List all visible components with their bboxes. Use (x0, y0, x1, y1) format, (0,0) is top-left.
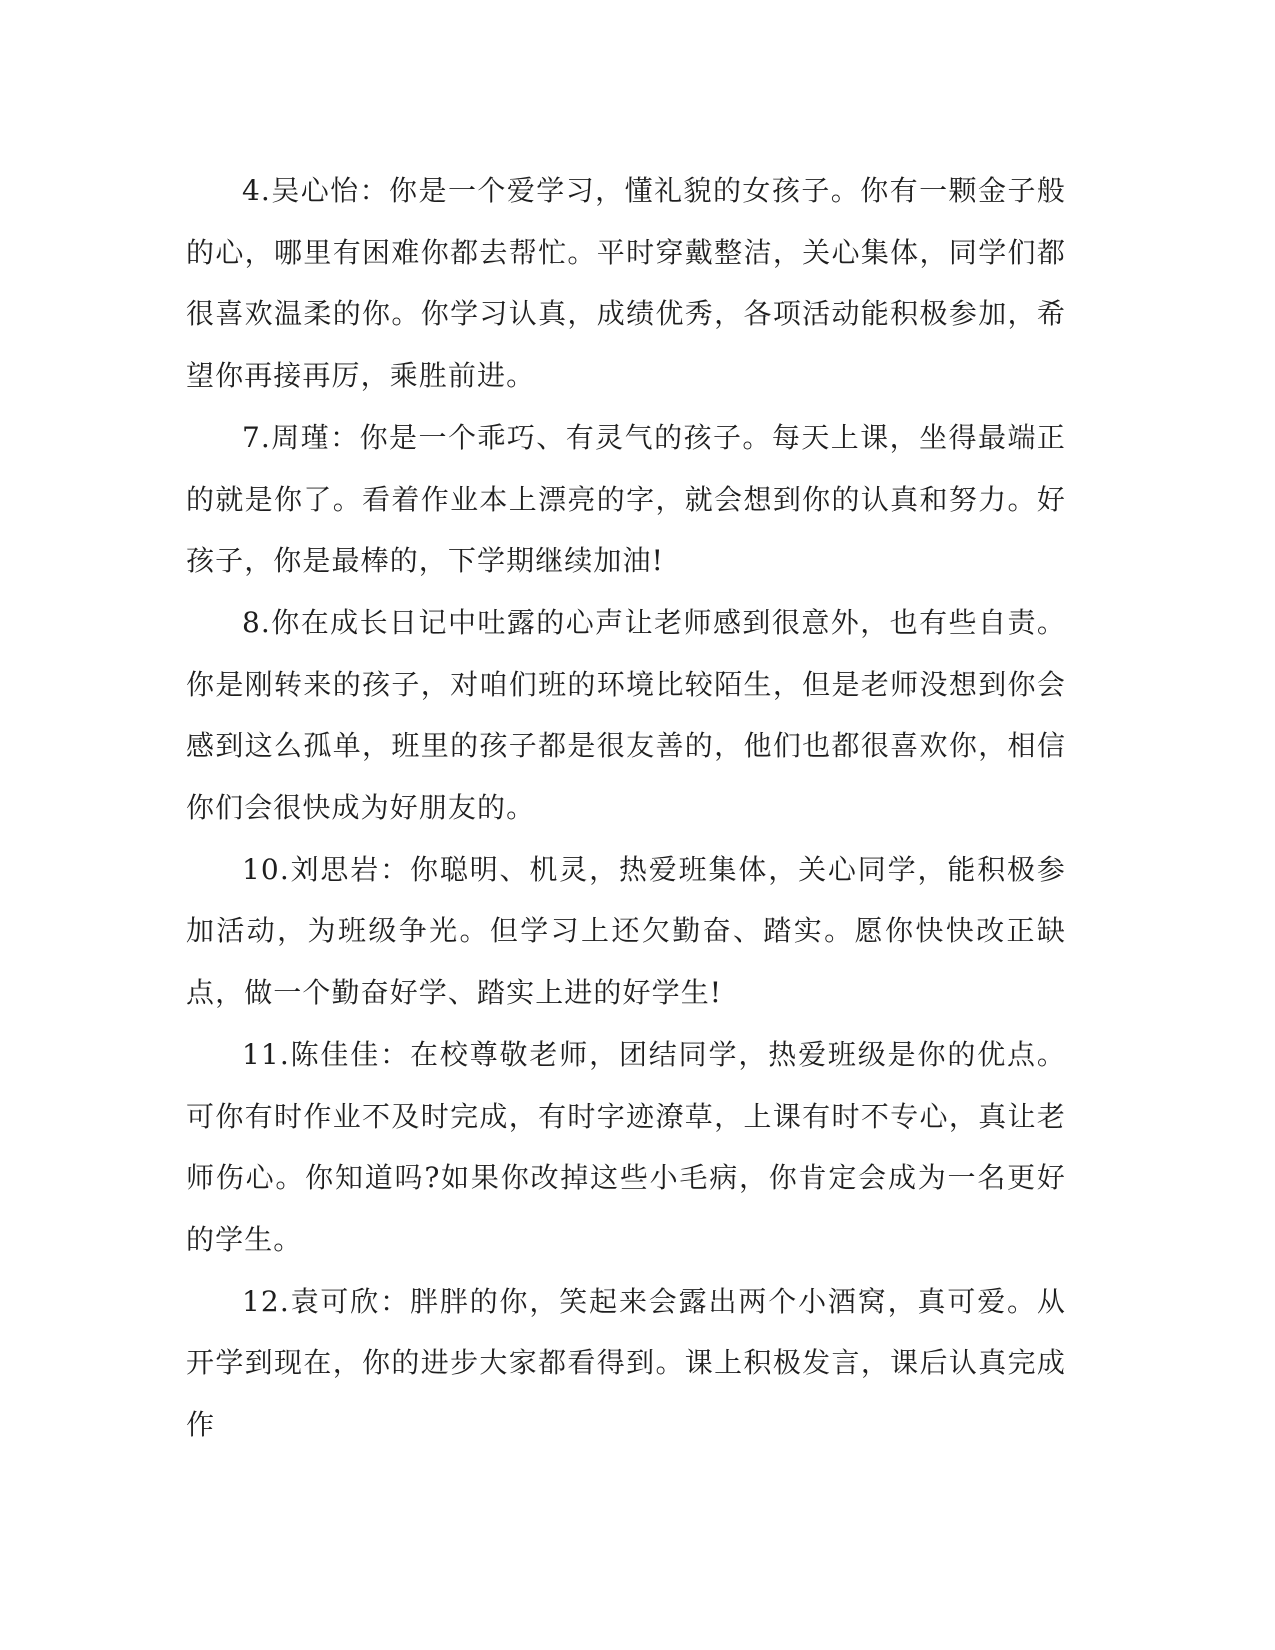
paragraph-comment-7: 7.周瑾：你是一个乖巧、有灵气的孩子。每天上课，坐得最端正的就是你了。看着作业本上漂亮的字，就会想到你的认真和努力。好孩子，你是最棒的，下学期继续加油! (186, 420, 1066, 578)
paragraph-comment-10: 10.刘思岩：你聪明、机灵，热爱班集体，关心同学，能积极参加活动，为班级争光。但学习上还欠勤奋、踏实。愿你快快改正缺点，做一个勤奋好学、踏实上进的好学生! (186, 852, 1066, 1010)
paragraph-comment-8: 8.你在成长日记中吐露的心声让老师感到很意外，也有些自责。你是刚转来的孩子，对咱们班的环境比较陌生，但是老师没想到你会感到这么孤单，班里的孩子都是很友善的，他们也都很喜欢你，相信你们会很快成为好朋友的。 (186, 605, 1066, 825)
paragraph-comment-4: 4.吴心怡：你是一个爱学习，懂礼貌的女孩子。你有一颗金子般的心，哪里有困难你都去帮忙。平时穿戴整洁，关心集体，同学们都很喜欢温柔的你。你学习认真，成绩优秀，各项活动能积极参加，希望你再接再厉，乘胜前进。 (186, 174, 1066, 393)
paragraph-comment-11: 11.陈佳佳：在校尊敬老师，团结同学，热爱班级是你的优点。可你有时作业不及时完成，有时字迹潦草，上课有时不专心，真让老师伤心。你知道吗?如果你改掉这些小毛病，你肯定会成为一名更好的学生。 (186, 1037, 1066, 1256)
paragraph-comment-12: 12.袁可欣：胖胖的你，笑起来会露出两个小酒窝，真可爱。从开学到现在，你的进步大家都看得到。课上积极发言，课后认真完成作 (186, 1284, 1066, 1442)
document-body (186, 160, 1066, 1456)
